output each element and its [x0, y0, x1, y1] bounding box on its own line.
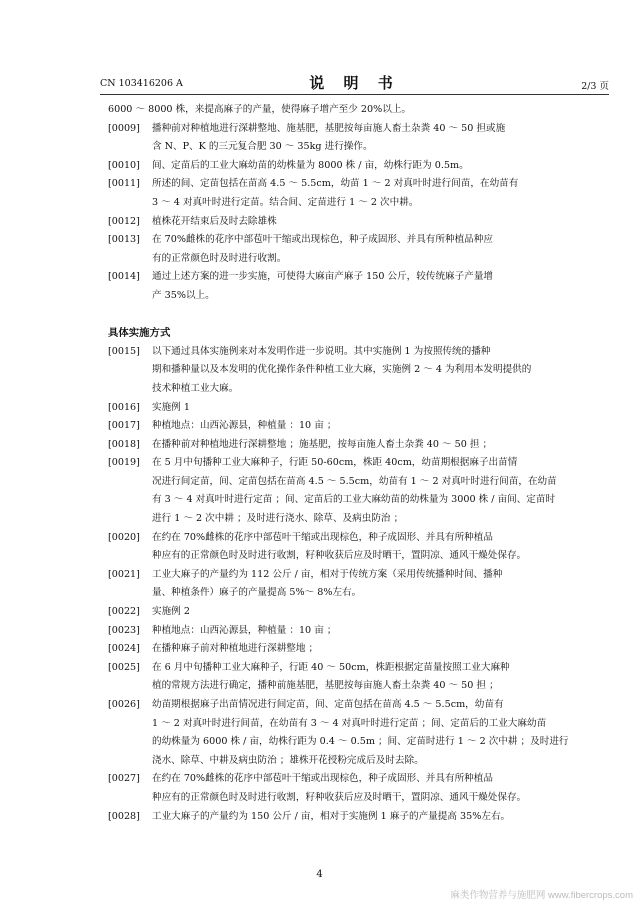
paragraph	[108, 640, 610, 659]
document-header	[100, 72, 609, 95]
paragraph-number: [0024]	[108, 643, 140, 655]
paragraph-text: 在约在 70%雌株的花序中部苞叶干缩或出现棕色，种子成固形、并具有所种植品 种应有的正常颜色时及时进行收割，籽种收获后应及时晒干，置阴凉、通风干燥处保存。	[152, 531, 527, 562]
paragraph	[108, 696, 610, 770]
paragraph-text: 所述的间、定苗包括在苗高 4.5 ～ 5.5cm，幼苗 1 ～ 2 对真叶时进行间苗，在幼苗有 3 ～ 4 对真叶时进行定苗。结合间、定苗进行 1 ～ 2 次中耕。	[152, 178, 519, 208]
paragraph-number: [0025]	[108, 661, 140, 673]
paragraph-text: 在 6 月中旬播种工业大麻种子，行距 40 ～ 50cm，株距根据定苗量按照工业大麻种 植的常规方法进行确定，播种前施基肥，基肥按每亩施人畜土杂粪 40 ～ 50 担 ；	[152, 661, 510, 692]
page-indicator: 2/3 页	[581, 81, 609, 92]
paragraph-number: [0018]	[108, 438, 140, 450]
paragraph	[108, 659, 610, 696]
paragraph	[108, 399, 610, 418]
paragraph-number: [0017]	[108, 420, 140, 432]
paragraph-text: 幼苗期根据麻子出苗情况进行间定苗，间、定苗包括在苗高 4.5 ～ 5.5cm，幼苗有 1 ～ 2 对真叶时进行间苗，在幼苗有 3 ～ 4 对真叶时进行定苗 ；间、定苗后的工业大麻幼苗 的幼株量为 6000 株 / 亩，幼株行距为 0.4 ～ 0.5m ；间、定苗时进行 1 ～ 2 次中耕 ；及时进行 浇水、除草、中耕及病虫防治 ；雄株开花授粉完成后及时去除。	[152, 699, 569, 766]
paragraph-number: [0012]	[108, 215, 140, 227]
paragraph-text: 在约在 70%雌株的花序中部苞叶干缩或出现棕色，种子成固形、并具有所种植品 种应有的正常颜色时及时进行收割，籽种收获后应及时晒干，置阴凉、通风干燥处保存。	[152, 773, 527, 803]
paragraph-text: 间、定苗后的工业大麻幼苗的幼株量为 8000 株 / 亩，幼株行距为 0.5m。	[152, 159, 469, 171]
paragraph-number: [0020]	[108, 531, 140, 543]
paragraph-text: 种植地点：山西沁源县，种植量 ：10 亩 ；	[152, 624, 337, 636]
paragraph	[108, 603, 610, 622]
paragraph-text: 实施例 1	[152, 401, 190, 413]
paragraph-number: [0022]	[108, 606, 140, 618]
paragraph-number: [0014]	[108, 271, 140, 283]
paragraph-number: [0021]	[108, 568, 140, 580]
document-title: 说 明 书	[309, 74, 400, 92]
paragraph-number: [0026]	[108, 699, 140, 710]
paragraph	[108, 231, 610, 268]
paragraph-number: [0015]	[108, 345, 140, 357]
paragraph-number: [0019]	[108, 457, 140, 469]
watermark: 麻类作物营养与施肥网 www.fibercrops.com	[450, 890, 633, 901]
paragraph-text: 实施例 2	[152, 606, 190, 618]
paragraph-text: 以下通过具体实施例来对本发明作进一步说明。其中实施例 1 为按照传统的播种 期和播种量以及本发明的优化操作条件种植工业大麻，实施例 2 ～ 4 为利用本发明提供的 技术种植工业大麻。	[152, 345, 532, 394]
paragraph	[108, 436, 610, 455]
page-number: 4	[316, 869, 323, 880]
paragraph-number: [0016]	[108, 401, 140, 413]
paragraph-number: [0027]	[108, 773, 140, 785]
paragraph	[108, 120, 610, 157]
section-heading: 具体实施方式	[108, 327, 171, 340]
paragraph-text: 植株花开结束后及时去除雄株	[152, 215, 277, 227]
paragraph-number: [0009]	[108, 122, 140, 134]
paragraph-number: [0010]	[108, 159, 140, 171]
paragraph	[108, 268, 610, 305]
paragraph	[108, 417, 610, 436]
paragraph	[108, 454, 610, 528]
paragraph-text: 工业大麻子的产量约为 150 公斤 / 亩，相对于实施例 1 麻子的产量提高 35%左右。	[152, 810, 511, 822]
paragraph-number: [0028]	[108, 810, 140, 822]
paragraph	[108, 808, 610, 827]
paragraph-number: [0011]	[108, 178, 140, 190]
document-body	[108, 101, 610, 826]
paragraph	[108, 529, 610, 566]
paragraph-text: 在播种麻子前对种植地进行深耕整地 ；	[152, 643, 319, 655]
paragraph	[108, 622, 610, 641]
paragraph-text: 在播种前对种植地进行深耕整地 ；施基肥，按每亩施人畜土杂粪 40 ～ 50 担 ；	[152, 438, 493, 450]
paragraph-text: 在 5 月中旬播种工业大麻种子，行距 50-60cm，株距 40cm，幼苗期根据麻子出苗情 况进行间定苗，间、定苗包括在苗高 4.5 ～ 5.5cm，幼苗有 1 ～ 2 对真叶时进行间苗，在幼苗 有 3 ～ 4 对真叶时进行定苗 ；间、定苗后的工业大麻幼苗的幼株量为 3000 株 / 亩间、定苗时 进行 1 ～ 2 次中耕 ；及时进行浇水、除草、及病虫防治 ；	[152, 457, 557, 525]
paragraph	[108, 175, 610, 212]
paragraph-number: [0023]	[108, 624, 140, 636]
paragraph-number: [0013]	[108, 234, 140, 246]
paragraph	[108, 566, 610, 603]
paragraph-text: 工业大麻子的产量约为 112 公斤 / 亩，相对于传统方案（采用传统播种时间、播种 量、种植条件）麻子的产量提高 5%～ 8%左右。	[152, 568, 503, 599]
paragraph-text: 种植地点：山西沁源县，种植量 ：10 亩 ；	[152, 420, 337, 432]
paragraph-text: 在 70%雌株的花序中部苞叶干缩或出现棕色，种子成固形、并具有所种植品种应 有的正常颜色时及时进行收割。	[152, 234, 493, 264]
paragraph-text: 播种前对种植地进行深耕整地、施基肥，基肥按每亩施人畜土杂粪 40 ～ 50 担或施 含 N、P、K 的三元复合肥 30 ～ 35kg 进行操作。	[152, 122, 506, 153]
continuation-text: 6000 ～ 8000 株，来提高麻子的产量，使得麻子增产至少 20%以上。	[108, 104, 412, 115]
patent-number: CN 103416206 A	[100, 78, 183, 89]
paragraph-text: 通过上述方案的进一步实施，可使得大麻亩产麻子 150 公斤，较传统麻子产量增 产 35%以上。	[152, 271, 494, 301]
paragraph	[108, 157, 610, 176]
paragraph	[108, 343, 610, 399]
paragraph	[108, 213, 610, 232]
blank-line	[108, 306, 610, 325]
paragraph	[108, 770, 610, 807]
